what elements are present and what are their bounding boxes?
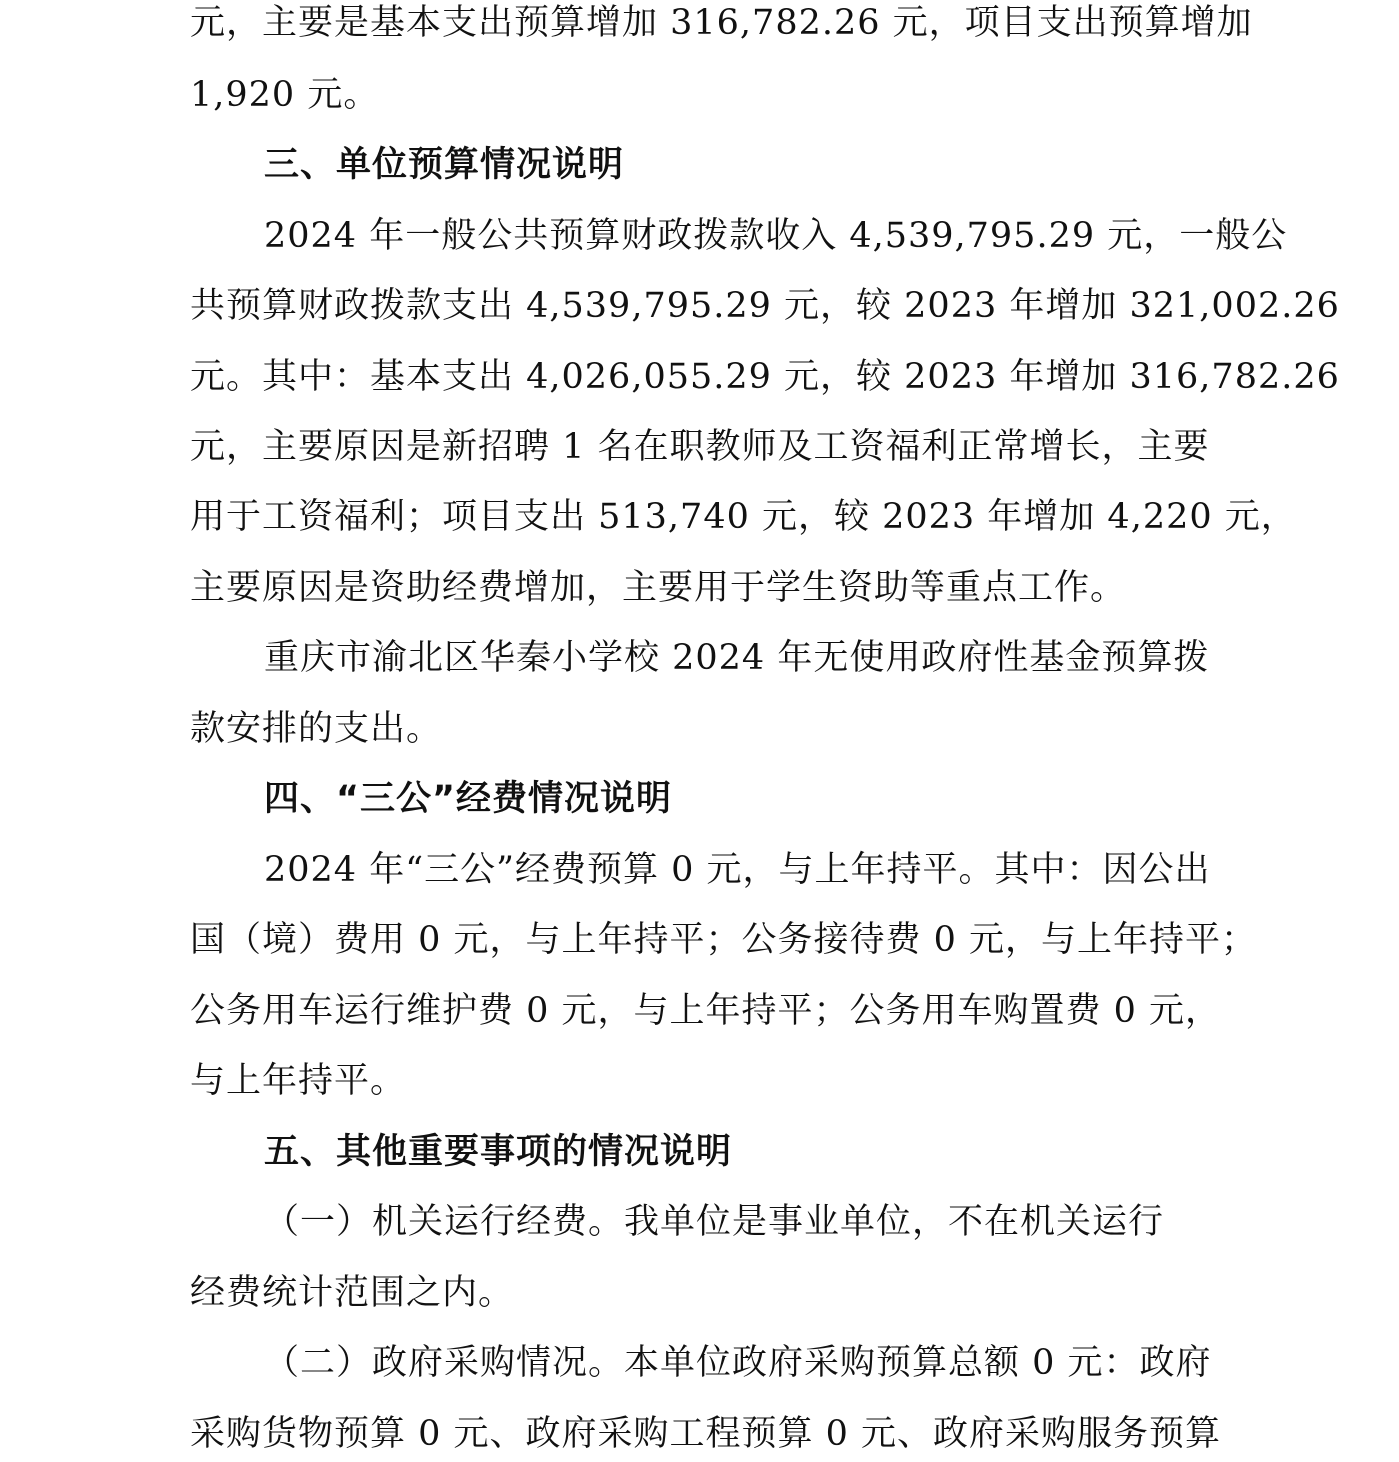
paragraph-line: 经费统计范围之内。: [190, 1273, 515, 1313]
paragraph-line: 国（境）费用 0 元，与上年持平；公务接待费 0 元，与上年持平；: [190, 920, 1258, 960]
paragraph-line: 1,920 元。: [190, 75, 380, 115]
paragraph-line: 元。其中：基本支出 4,026,055.29 元，较 2023 年增加 316,782.26: [190, 357, 1340, 397]
paragraph-line: （一）机关运行经费。我单位是事业单位，不在机关运行: [264, 1202, 1165, 1242]
paragraph-line: 采购货物预算 0 元、政府采购工程预算 0 元、政府采购服务预算: [190, 1414, 1222, 1454]
paragraph-line: 2024 年一般公共预算财政拨款收入 4,539,795.29 元，一般公: [264, 216, 1288, 256]
paragraph-line: 元，主要原因是新招聘 1 名在职教师及工资福利正常增长，主要: [190, 427, 1210, 467]
paragraph-line: 重庆市渝北区华秦小学校 2024 年无使用政府性基金预算拨: [264, 638, 1210, 678]
paragraph-line: 用于工资福利；项目支出 513,740 元，较 2023 年增加 4,220 元，: [190, 497, 1297, 537]
section-heading-4: 四、“三公”经费情况说明: [264, 779, 673, 819]
paragraph-line: 共预算财政拨款支出 4,539,795.29 元，较 2023 年增加 321,002.26: [190, 286, 1340, 326]
paragraph-line: 公务用车运行维护费 0 元，与上年持平；公务用车购置费 0 元，: [190, 991, 1222, 1031]
section-heading-5: 五、其他重要事项的情况说明: [264, 1132, 733, 1172]
paragraph-line: 元，主要是基本支出预算增加 316,782.26 元，项目支出预算增加: [190, 3, 1253, 43]
paragraph-line: 与上年持平。: [190, 1061, 407, 1101]
paragraph-line: 款安排的支出。: [190, 709, 443, 749]
paragraph-line: 2024 年“三公”经费预算 0 元，与上年持平。其中：因公出: [264, 850, 1211, 890]
paragraph-line: （二）政府采购情况。本单位政府采购预算总额 0 元：政府: [264, 1343, 1212, 1383]
paragraph-line: 主要原因是资助经费增加，主要用于学生资助等重点工作。: [190, 568, 1127, 608]
section-heading-3: 三、单位预算情况说明: [264, 145, 625, 185]
